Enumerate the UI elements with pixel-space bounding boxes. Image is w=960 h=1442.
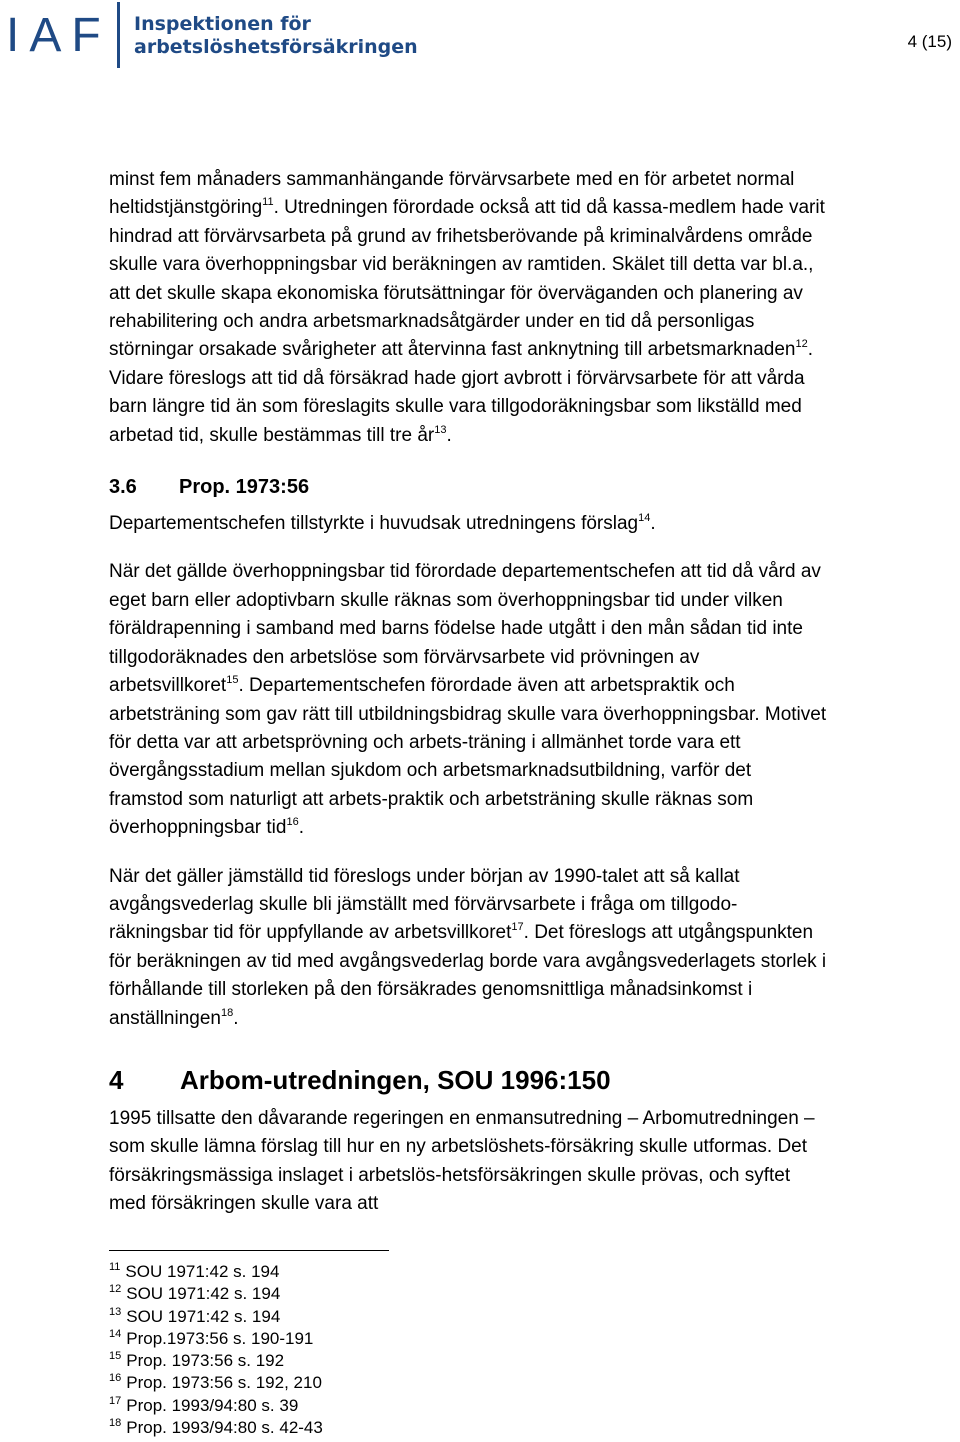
footnote-text: SOU 1971:42 s. 194 — [125, 1262, 280, 1281]
footnote-text: SOU 1971:42 s. 194 — [126, 1284, 281, 1304]
paragraph-text: När det gällde överhoppningsbar tid förordade departementschefen att tid då vård av eget barn eller adoptivbarn skulle räknas som överhoppningsbar tid under vilken föräldrapenning i samband med barns födelse hade utgått i den mån sådan tid inte tillgodoräknades den arbetslöse som förvärvsarbete vid prövningen av arbetsvillkoret — [109, 561, 821, 697]
footnote-ref[interactable]: 18 — [220, 1006, 234, 1019]
paragraph-text: . — [446, 424, 452, 446]
document-body — [109, 166, 829, 1219]
paragraph-text: minst fem månaders sammanhängande förvärvsarbete med en för arbetet normal heltidstjänstgöring — [109, 169, 795, 219]
footnote-number: 11 — [109, 1261, 121, 1273]
organization-name-line2: arbetslöshetsförsäkringen — [134, 36, 418, 58]
footnote-ref[interactable]: 14 — [638, 512, 651, 525]
section-heading-4 — [109, 1063, 829, 1097]
footnote-text: Prop. 1973:56 s. 192 — [126, 1351, 285, 1371]
footnote-text: Prop. 1993/94:80 s. 39 — [126, 1395, 299, 1415]
footnote — [109, 1350, 323, 1372]
paragraph-text: . Det föreslogs att utgångspunkten för beräkningen av tid med avgångsvederlag borde vara avgångsvederlagets storlek i förhållande till storleken på den försäkrades genomsnittliga månadsinkomst i anställningen — [109, 922, 827, 1029]
footnote-number: 13 — [109, 1305, 122, 1318]
footnote-number: 14 — [109, 1327, 122, 1340]
iaf-logo: IAF — [6, 9, 111, 62]
paragraph-text: . — [233, 1007, 239, 1029]
paragraph-3 — [109, 558, 829, 842]
footnote — [109, 1372, 323, 1394]
footnote-number: 17 — [109, 1394, 122, 1407]
organization-name — [134, 13, 418, 59]
footnote-ref[interactable]: 12 — [795, 338, 808, 351]
footnote-ref[interactable]: 15 — [226, 674, 239, 687]
page-header — [0, 0, 960, 80]
paragraph-4 — [109, 863, 829, 1033]
footnote-text: Prop. 1973:56 s. 192, 210 — [126, 1373, 322, 1393]
footnote-ref[interactable]: 11 — [262, 196, 274, 209]
footnote — [109, 1328, 323, 1350]
footnote — [109, 1395, 323, 1417]
footnote-separator — [109, 1250, 389, 1251]
section-number: 4 — [109, 1064, 124, 1095]
section-title: Prop. 1973:56 — [179, 476, 310, 499]
section-number: 3.6 — [109, 476, 137, 499]
page-number: 4 (15) — [907, 32, 952, 51]
footnotes — [109, 1261, 323, 1439]
footnote-number: 16 — [109, 1372, 122, 1385]
footnote-ref[interactable]: 17 — [511, 921, 524, 934]
paragraph-text: Departementschefen tillstyrkte i huvudsak utredningens förslag — [109, 513, 639, 535]
footnote-text: Prop. 1993/94:80 s. 42-43 — [126, 1418, 323, 1438]
footnote-ref[interactable]: 13 — [434, 423, 447, 436]
footnote-number: 12 — [109, 1283, 122, 1296]
paragraph-text: . Utredningen förordade också att tid då kassa-medlem hade varit hindrad att förvärvsarbeta på grund av frihetsberövande på kriminalvårdens område skulle vara överhoppningsbar vid beräkningen av ramtiden. Skälet till detta var bl.a., att det skulle skapa ekonomiska förutsättningar för överväganden och planering av rehabilitering och andra arbetsmarknadsåtgärder under en tid då personligas störningar orsakade svårigheter att återvinna fast anknytning till arbetsmarknaden — [109, 197, 825, 361]
footnote-ref[interactable]: 16 — [286, 816, 299, 829]
footnote — [109, 1261, 323, 1283]
footnote-number: 18 — [109, 1417, 122, 1430]
footnote-number: 15 — [109, 1350, 122, 1363]
organization-name-line1: Inspektionen för — [134, 13, 311, 35]
paragraph-1 — [109, 166, 829, 450]
footnote — [109, 1306, 323, 1328]
footnote-text: SOU 1971:42 s. 194 — [126, 1306, 281, 1326]
footnote-text: Prop.1973:56 s. 190-191 — [126, 1328, 314, 1348]
section-title: Arbom-utredningen, SOU 1996:150 — [180, 1064, 611, 1095]
paragraph-2 — [109, 510, 829, 538]
footnote — [109, 1283, 323, 1305]
logo-divider — [117, 2, 120, 68]
paragraph-5: 1995 tillsatte den dåvarande regeringen en enmansutredning – Arbomutredningen – som skulle lämna förslag till hur en ny arbetslöshets-försäkring skulle utformas. Det försäkringsmässiga inslaget i arbetslös-hetsförsäkringen skulle prövas, och syftet med försäkringen skulle vara att — [109, 1107, 815, 1215]
paragraph-text: . Departementschefen förordade även att arbetspraktik och arbetsträning som gav rätt till utbildningsbidrag skulle vara överhoppningsbar. Motivet för detta var att arbetsprövning och arbets-träning i allmänhet torde vara ett övergångsstadium mellan sjukdom och arbetsmarknadsutbildning, varför det framstod som naturligt att arbets-praktik och arbetsträning skulle räknas som överhoppningsbar tid — [109, 675, 827, 839]
paragraph-text: När det gäller jämställd tid föreslogs under början av 1990-talet att så kallat avgångsvederlag skulle bli jämställt med förvärvsarbete i fråga om tillgodo-räkningsbar tid för uppfyllande av arbetsvillkoret — [109, 865, 740, 944]
paragraph-text: . Vidare föreslogs att tid då försäkrad hade gjort avbrott i förvärvsarbete för att vårda barn längre tid än som föreslagits skulle vara tillgodoräkningsbar som likställd med arbetad tid, skulle bestämmas till tre år — [109, 339, 814, 446]
footnote — [109, 1417, 323, 1439]
section-heading-3-6 — [109, 472, 829, 502]
paragraph-text: . — [650, 513, 656, 535]
paragraph-text: . — [298, 817, 304, 839]
